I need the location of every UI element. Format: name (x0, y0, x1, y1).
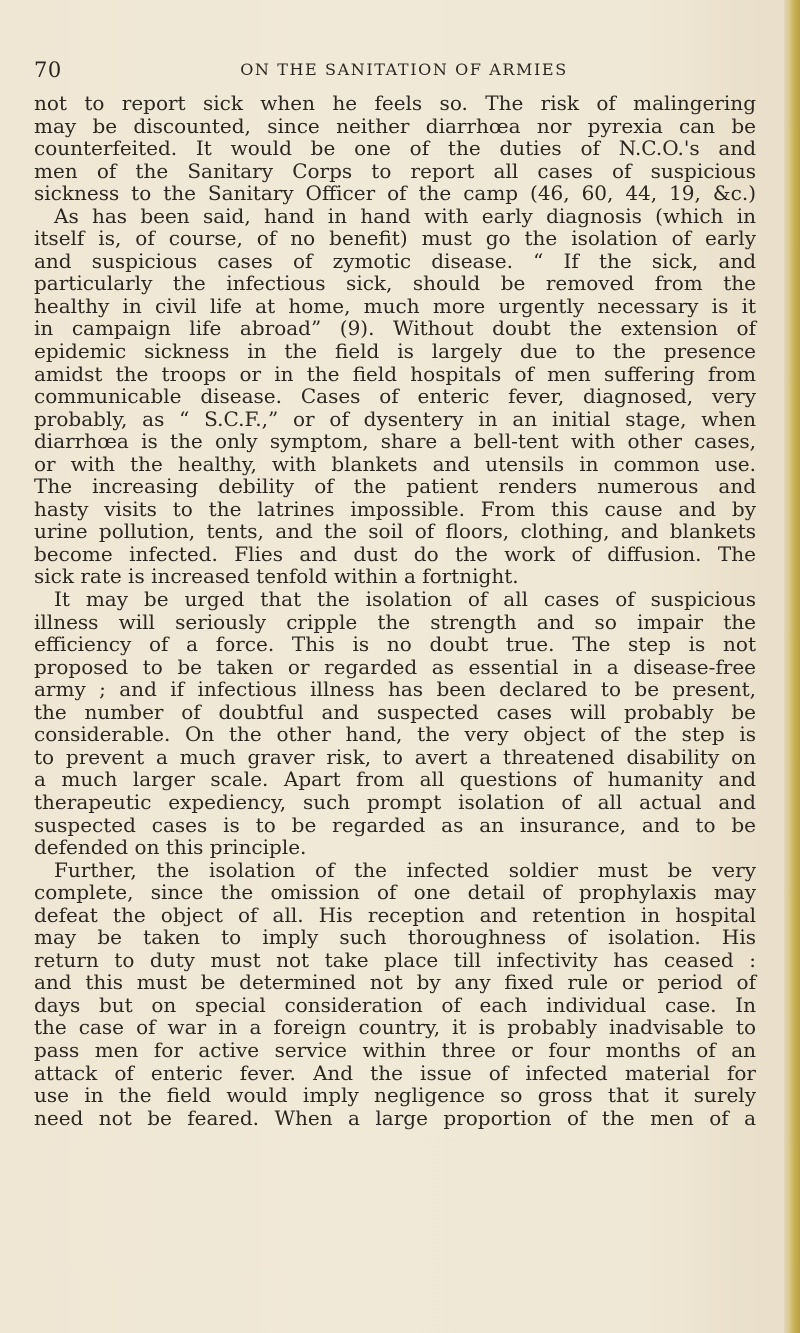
text-line: particularly the infectious sick, should be removed from the (34, 271, 756, 296)
text-line: sickness to the Sanitary Officer of the camp (46, 60, 44, 19, &c.) (34, 181, 756, 206)
text-line: use in the field would imply negligence so gross that it surely (34, 1083, 756, 1108)
text-line: army ; and if infectious illness has been declared to be present, (34, 677, 756, 702)
running-head: ON THE SANITATION OF ARMIES (240, 60, 568, 79)
text-line: itself is, of course, of no benefit) must go the isolation of early (34, 226, 756, 251)
text-line: not to report sick when he feels so. The risk of malingering (34, 91, 756, 115)
text-line: men of the Sanitary Corps to report all cases of suspicious (34, 158, 756, 183)
text-line: therapeutic expediency, such prompt isolation of all actual and (34, 789, 756, 814)
text-line: and suspicious cases of zymotic disease. “ If the sick, and (34, 248, 756, 273)
text-line: epidemic sickness in the field is largely due to the presence (34, 339, 756, 364)
text-line: and this must be determined not by any fixed rule or period of (34, 970, 756, 995)
text-line: efficiency of a force. This is no doubt true. The step is not (34, 632, 756, 657)
text-line: It may be urged that the isolation of all cases of suspicious (54, 587, 756, 612)
text-line: the case of war in a foreign country, it is probably inadvisable to (34, 1015, 756, 1040)
text-line: urine pollution, tents, and the soil of floors, clothing, and blankets (34, 519, 756, 544)
text-line: probably, as “ S.C.F.,” or of dysentery in an initial stage, when (34, 406, 756, 431)
text-line: may be taken to imply such thoroughness of isolation. His (34, 925, 756, 950)
text-line: counterfeited. It would be one of the duties of N.C.O.'s and (34, 136, 756, 161)
text-line: suspected cases is to be regarded as an insurance, and to be (34, 812, 756, 837)
text-line: healthy in civil life at home, much more urgently necessary is it (34, 293, 756, 318)
text-line: become infected. Flies and dust do the work of diffusion. The (34, 541, 756, 566)
text-line: or with the healthy, with blankets and utensils in common use. (34, 451, 756, 476)
text-line: Further, the isolation of the infected soldier must be very (54, 857, 756, 882)
text-line: in campaign life abroad” (9). Without doubt the extension of (34, 316, 756, 341)
text-line: amidst the troops or in the field hospitals of men suffering from (34, 361, 756, 386)
text-line: defended on this principle. (34, 835, 307, 860)
text-line: sick rate is increased tenfold within a fortnight. (34, 564, 519, 589)
text-line: illness will seriously cripple the strength and so impair the (34, 609, 756, 634)
text-line: need not be feared. When a large proportion of the men of a (34, 1105, 756, 1130)
page-header (34, 58, 754, 82)
text-line: defeat the object of all. His reception and retention in hospital (34, 902, 756, 927)
text-line: diarrhœa is the only symptom, share a bell-tent with other cases, (34, 429, 756, 454)
text-line: may be discounted, since neither diarrhœa nor pyrexia can be (34, 113, 756, 138)
text-line: the number of doubtful and suspected cases will probably be (34, 699, 756, 724)
text-line: proposed to be taken or regarded as essential in a disease-free (34, 654, 756, 679)
text-line: complete, since the omission of one detail of prophylaxis may (34, 880, 756, 905)
text-line: pass men for active service within three or four months of an (34, 1037, 756, 1062)
text-line: communicable disease. Cases of enteric fever, diagnosed, very (34, 384, 756, 409)
page-edge (784, 0, 800, 1333)
text-line: hasty visits to the latrines impossible. From this cause and by (34, 496, 756, 521)
text-line: The increasing debility of the patient renders numerous and (34, 474, 756, 499)
text-line: return to duty must not take place till infectivity has ceased : (34, 947, 756, 972)
text-line: days but on special consideration of each individual case. In (34, 992, 756, 1017)
text-line: As has been said, hand in hand with early diagnosis (which in (54, 203, 756, 228)
body-text (34, 92, 756, 1129)
text-line: attack of enteric fever. And the issue of infected material for (34, 1060, 756, 1085)
text-line: to prevent a much graver risk, to avert a threatened disability on (34, 744, 756, 769)
text-line: a much larger scale. Apart from all questions of humanity and (34, 767, 756, 792)
page-number: 70 (34, 58, 62, 82)
text-line: considerable. On the other hand, the very object of the step is (34, 722, 756, 747)
